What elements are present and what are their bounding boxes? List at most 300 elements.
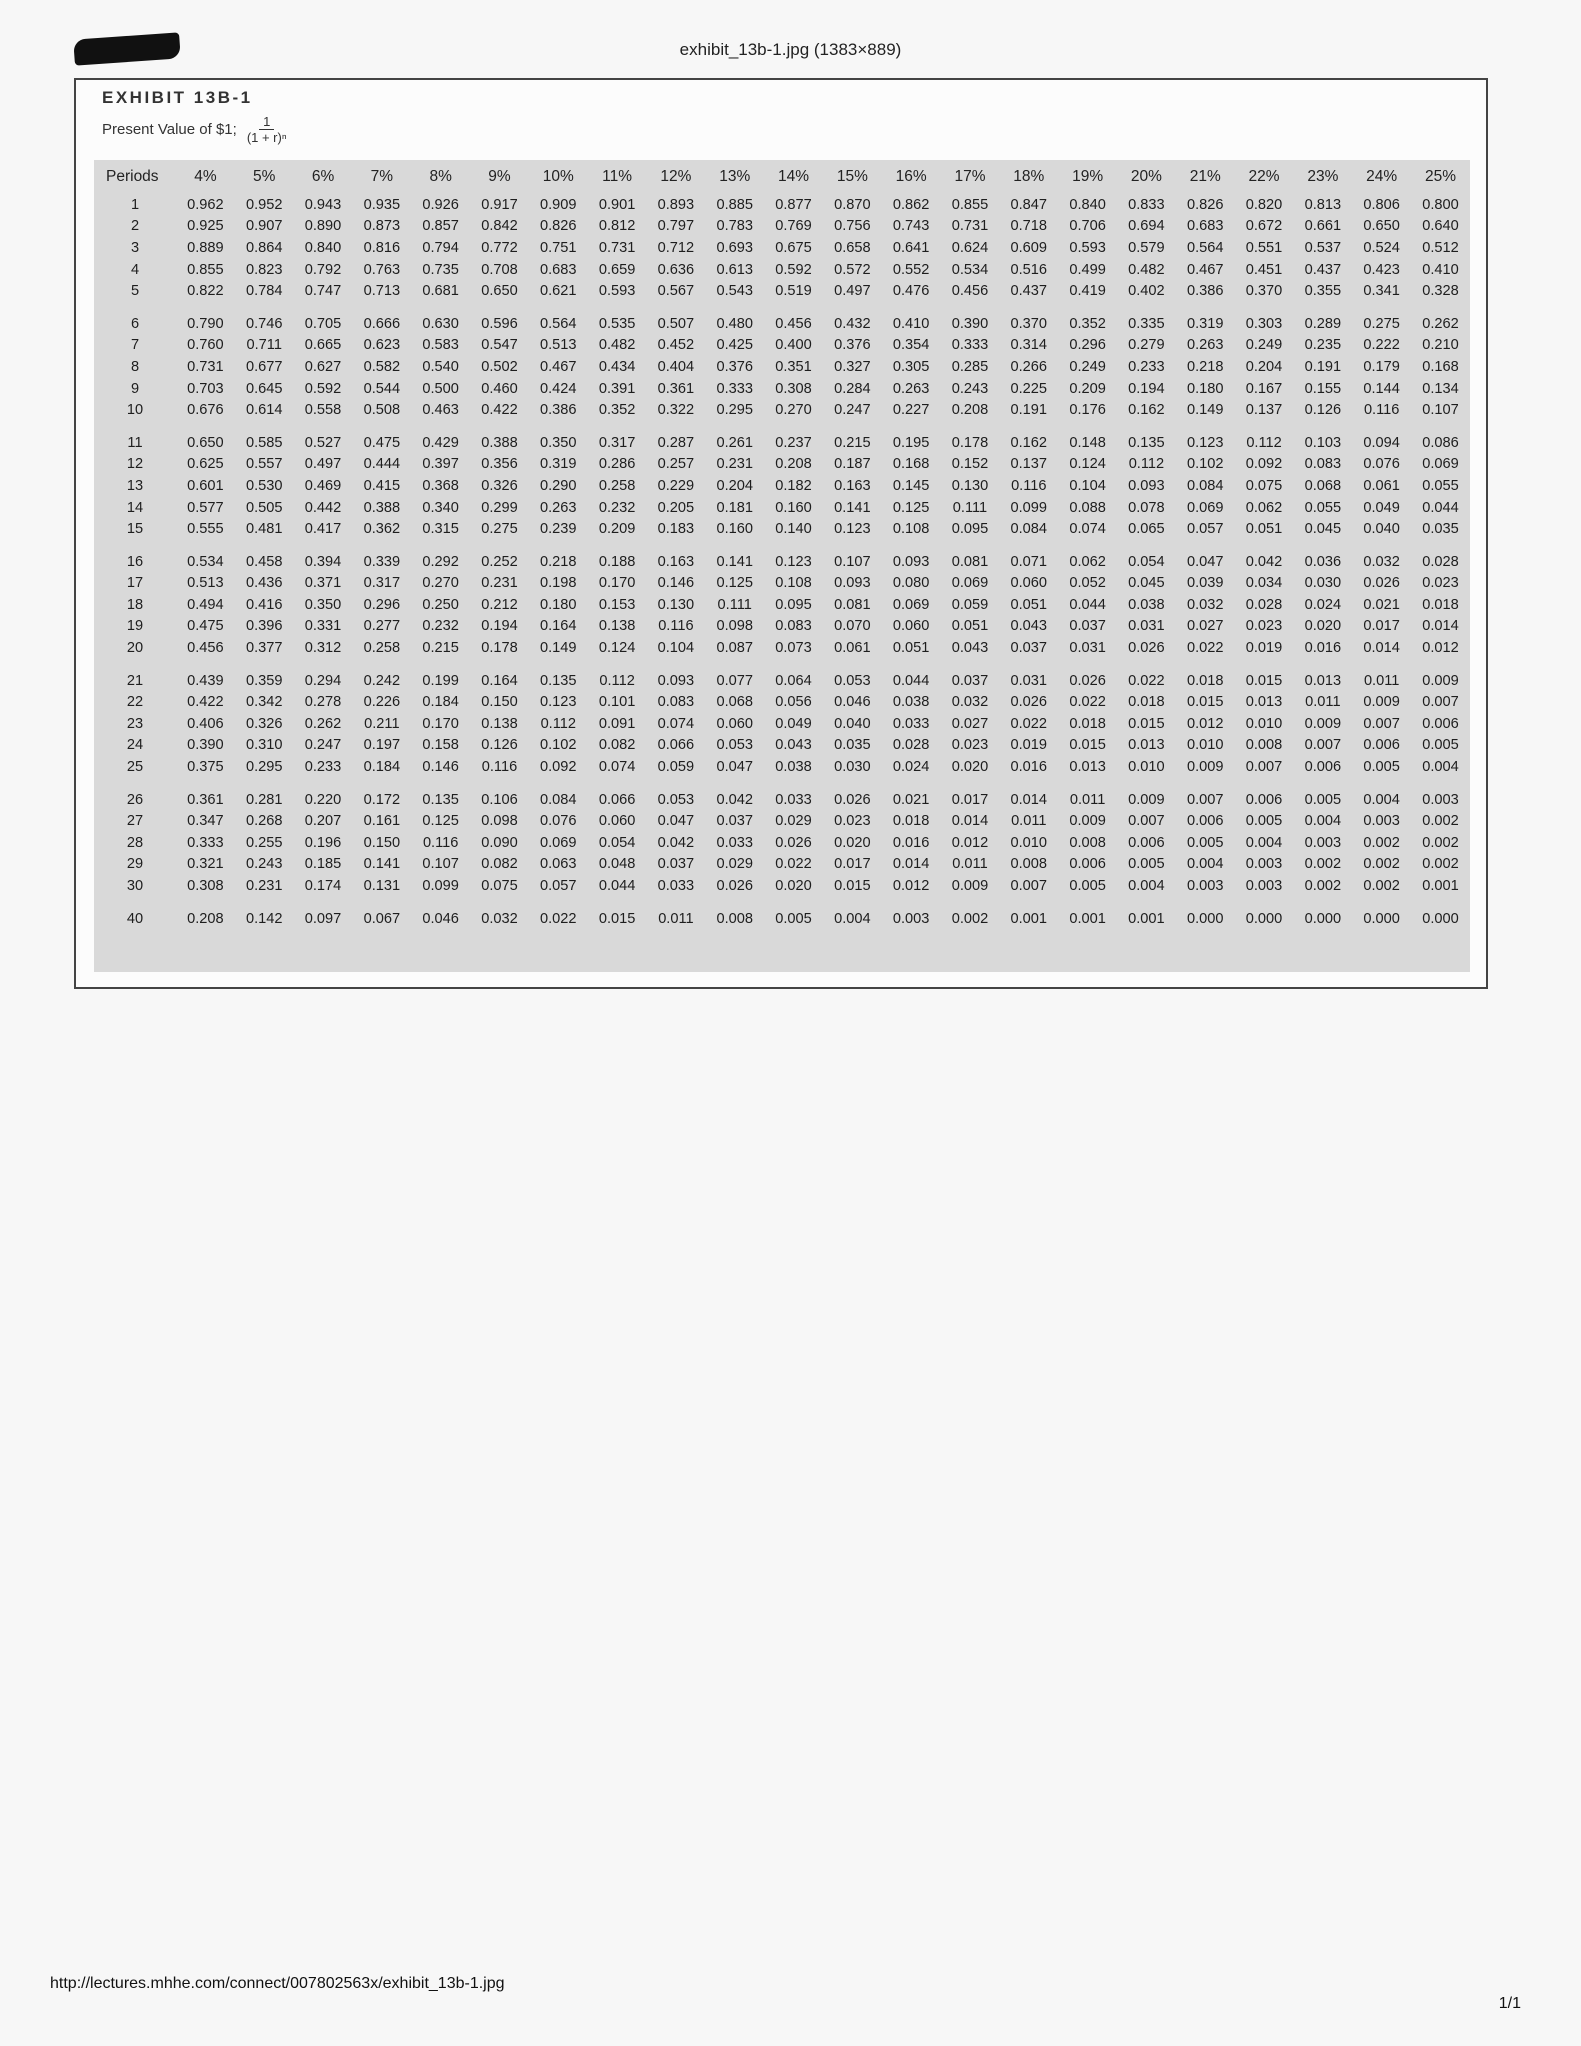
- pv-cell: 0.152: [951, 456, 989, 473]
- pv-cell: 0.390: [187, 737, 224, 754]
- pv-cell: 0.149: [540, 640, 577, 657]
- pv-cell: 0.423: [1363, 261, 1400, 278]
- pv-cell: 0.456: [187, 640, 224, 657]
- pv-cell: 0.148: [1069, 434, 1106, 451]
- pv-cell: 0.087: [716, 640, 753, 657]
- pv-cell: 0.020: [775, 878, 812, 895]
- pv-cell: 0.439: [187, 672, 224, 689]
- pv-cell: 0.102: [1186, 456, 1224, 473]
- pv-cell: 0.084: [1010, 521, 1048, 538]
- pv-cell: 0.009: [951, 878, 989, 895]
- table-row: [94, 280, 1470, 302]
- period-cell: 30: [126, 878, 144, 895]
- pv-cell: 0.512: [1422, 239, 1459, 256]
- pv-cell: 0.053: [716, 737, 753, 754]
- pv-cell: 0.008: [1245, 737, 1283, 754]
- pv-cell: 0.191: [1304, 358, 1342, 375]
- pv-cell: 0.140: [775, 521, 812, 538]
- pv-cell: 0.082: [481, 856, 518, 873]
- pv-cell: 0.376: [834, 337, 871, 354]
- pv-cell: 0.270: [775, 402, 812, 419]
- pv-cell: 0.196: [304, 834, 342, 851]
- pv-cell: 0.026: [834, 791, 871, 808]
- pv-cell: 0.577: [187, 499, 224, 516]
- pv-cell: 0.592: [775, 261, 812, 278]
- pv-cell: 0.043: [775, 737, 812, 754]
- pv-cell: 0.029: [775, 813, 812, 830]
- pv-cell: 0.543: [716, 283, 753, 300]
- pv-cell: 0.467: [1186, 261, 1224, 278]
- pv-cell: 0.885: [716, 196, 753, 213]
- pv-cell: 0.003: [1245, 878, 1283, 895]
- pv-cell: 0.065: [1128, 521, 1165, 538]
- pv-cell: 0.004: [1363, 791, 1400, 808]
- pv-cell: 0.475: [363, 434, 401, 451]
- pv-cell: 0.149: [1186, 402, 1224, 419]
- pv-cell: 0.053: [657, 791, 695, 808]
- pv-cell: 0.645: [245, 380, 283, 397]
- pv-cell: 0.315: [422, 521, 459, 538]
- pv-cell: 0.370: [1010, 315, 1048, 332]
- period-cell: 9: [130, 380, 140, 397]
- pv-cell: 0.000: [1422, 910, 1459, 927]
- pv-cell: 0.424: [540, 380, 577, 397]
- pv-cell: 0.703: [187, 380, 224, 397]
- pv-cell: 0.249: [1069, 358, 1106, 375]
- pv-cell: 0.270: [422, 575, 459, 592]
- pv-cell: 0.519: [775, 283, 812, 300]
- pv-cell: 0.162: [1128, 402, 1165, 419]
- rate-header: 4%: [194, 168, 217, 185]
- pv-cell: 0.051: [951, 618, 989, 635]
- pv-cell: 0.178: [951, 434, 989, 451]
- pv-cell: 0.048: [598, 856, 636, 873]
- pv-cell: 0.242: [363, 672, 401, 689]
- pv-cell: 0.137: [1245, 402, 1283, 419]
- pv-cell: 0.191: [1010, 402, 1048, 419]
- pv-cell: 0.247: [834, 402, 871, 419]
- pv-cell: 0.075: [1245, 477, 1283, 494]
- pv-cell: 0.047: [657, 813, 695, 830]
- pv-cell: 0.340: [422, 499, 459, 516]
- pv-cell: 0.683: [1186, 218, 1224, 235]
- pv-cell: 0.281: [245, 791, 283, 808]
- pv-cell: 0.292: [422, 553, 459, 570]
- pv-cell: 0.060: [1010, 575, 1048, 592]
- pv-cell: 0.388: [363, 499, 401, 516]
- pv-cell: 0.051: [1245, 521, 1283, 538]
- pv-cell: 0.082: [598, 737, 636, 754]
- table-row: [94, 259, 1470, 281]
- pv-cell: 0.792: [304, 261, 342, 278]
- pv-cell: 0.400: [775, 337, 812, 354]
- period-cell: 8: [130, 358, 140, 375]
- periods-header: Periods: [106, 168, 159, 185]
- pv-cell: 0.007: [1422, 694, 1459, 711]
- pv-cell: 0.258: [363, 640, 401, 657]
- pv-cell: 0.261: [716, 434, 753, 451]
- pv-cell: 0.333: [716, 380, 753, 397]
- period-cell: 5: [130, 283, 140, 300]
- pv-cell: 0.095: [951, 521, 989, 538]
- pv-cell: 0.708: [481, 261, 518, 278]
- pv-cell: 0.756: [834, 218, 871, 235]
- pv-cell: 0.326: [481, 477, 518, 494]
- pv-cell: 0.093: [892, 553, 930, 570]
- pv-cell: 0.676: [187, 402, 224, 419]
- rate-header: 13%: [719, 168, 751, 185]
- period-cell: 25: [126, 759, 144, 776]
- pv-cell: 0.000: [1245, 910, 1283, 927]
- pv-cell: 0.086: [1422, 434, 1459, 451]
- pv-cell: 0.033: [775, 791, 812, 808]
- pv-cell: 0.195: [892, 434, 930, 451]
- period-cell: 17: [126, 575, 144, 592]
- pv-cell: 0.084: [1186, 477, 1224, 494]
- pv-cell: 0.162: [1010, 434, 1048, 451]
- pv-cell: 0.009: [1186, 759, 1224, 776]
- pv-cell: 0.083: [1304, 456, 1342, 473]
- pv-cell: 0.693: [716, 239, 753, 256]
- pv-cell: 0.233: [1128, 358, 1165, 375]
- pv-cell: 0.258: [598, 477, 636, 494]
- pv-cell: 0.006: [1245, 791, 1283, 808]
- pv-cell: 0.233: [304, 759, 342, 776]
- pv-cell: 0.163: [657, 553, 695, 570]
- pv-cell: 0.011: [658, 910, 694, 927]
- pv-cell: 0.641: [892, 239, 930, 256]
- pv-cell: 0.350: [540, 434, 577, 451]
- pv-cell: 0.019: [1010, 737, 1048, 754]
- pv-cell: 0.083: [657, 694, 695, 711]
- pv-cell: 0.017: [834, 856, 871, 873]
- table-row: [94, 735, 1470, 757]
- pv-cell: 0.218: [540, 553, 577, 570]
- pv-cell: 0.232: [598, 499, 636, 516]
- pv-cell: 0.790: [187, 315, 224, 332]
- pv-cell: 0.239: [540, 521, 577, 538]
- pv-cell: 0.009: [1128, 791, 1165, 808]
- rate-header: 11%: [602, 168, 633, 185]
- pv-cell: 0.359: [245, 672, 283, 689]
- pv-cell: 0.354: [892, 337, 930, 354]
- pv-cell: 0.347: [187, 813, 224, 830]
- table-row: [94, 378, 1470, 400]
- table-row: [94, 194, 1470, 216]
- pv-cell: 0.890: [304, 218, 342, 235]
- pv-cell: 0.091: [598, 715, 636, 732]
- pv-cell: 0.012: [1422, 640, 1459, 657]
- pv-cell: 0.342: [245, 694, 283, 711]
- pv-cell: 0.275: [481, 521, 518, 538]
- pv-cell: 0.123: [1186, 434, 1224, 451]
- pv-cell: 0.806: [1363, 196, 1400, 213]
- pv-cell: 0.278: [304, 694, 342, 711]
- pv-cell: 0.090: [481, 834, 518, 851]
- pv-cell: 0.094: [1363, 434, 1400, 451]
- pv-cell: 0.410: [892, 315, 930, 332]
- pv-cell: 0.370: [1245, 283, 1283, 300]
- pv-cell: 0.015: [1245, 672, 1283, 689]
- pv-cell: 0.078: [1128, 499, 1165, 516]
- pv-cell: 0.093: [1128, 477, 1165, 494]
- pv-cell: 0.013: [1245, 694, 1283, 711]
- pv-cell: 0.312: [304, 640, 342, 657]
- pv-cell: 0.502: [481, 358, 518, 375]
- pv-cell: 0.032: [1363, 553, 1400, 570]
- pv-cell: 0.263: [1186, 337, 1224, 354]
- pv-cell: 0.014: [951, 813, 989, 830]
- pv-cell: 0.014: [1422, 618, 1459, 635]
- pv-cell: 0.000: [1363, 910, 1400, 927]
- pv-cell: 0.444: [363, 456, 401, 473]
- pv-cell: 0.023: [1245, 618, 1283, 635]
- pv-cell: 0.952: [245, 196, 283, 213]
- period-cell: 40: [126, 910, 144, 927]
- pv-cell: 0.907: [245, 218, 283, 235]
- pv-cell: 0.023: [1422, 575, 1459, 592]
- pv-cell: 0.397: [422, 456, 459, 473]
- pv-cell: 0.002: [1304, 878, 1342, 895]
- pv-cell: 0.013: [1069, 759, 1106, 776]
- period-cell: 21: [126, 672, 144, 689]
- pv-cell: 0.437: [1304, 261, 1342, 278]
- pv-cell: 0.194: [481, 618, 518, 635]
- pv-cell: 0.784: [245, 283, 283, 300]
- period-cell: 12: [126, 456, 144, 473]
- pv-cell: 0.123: [775, 553, 812, 570]
- pv-cell: 0.111: [952, 499, 988, 516]
- pv-cell: 0.172: [363, 791, 401, 808]
- pv-cell: 0.056: [775, 694, 812, 711]
- pv-cell: 0.022: [1128, 672, 1165, 689]
- table-row: [94, 573, 1470, 595]
- period-cell: 18: [126, 596, 144, 613]
- rate-header: 17%: [954, 168, 986, 185]
- pv-cell: 0.355: [1304, 283, 1342, 300]
- period-cell: 3: [130, 239, 140, 256]
- pv-cell: 0.126: [1304, 402, 1342, 419]
- pv-cell: 0.031: [1069, 640, 1106, 657]
- pv-cell: 0.008: [716, 910, 753, 927]
- pv-cell: 0.537: [1304, 239, 1342, 256]
- pv-cell: 0.262: [1422, 315, 1459, 332]
- spacer-cell: [94, 302, 1470, 313]
- pv-cell: 0.731: [951, 218, 989, 235]
- pv-cell: 0.005: [1245, 813, 1283, 830]
- pv-cell: 0.099: [422, 878, 459, 895]
- pv-cell: 0.943: [304, 196, 342, 213]
- pv-cell: 0.037: [716, 813, 753, 830]
- pv-cell: 0.112: [599, 672, 635, 689]
- table-row: [94, 551, 1470, 573]
- pv-cell: 0.022: [775, 856, 812, 873]
- group-spacer: [94, 540, 1470, 551]
- pv-cell: 0.877: [775, 196, 812, 213]
- pv-cell: 0.002: [1422, 813, 1459, 830]
- pv-cell: 0.032: [951, 694, 989, 711]
- pv-cell: 0.008: [1069, 834, 1106, 851]
- pv-cell: 0.076: [540, 813, 577, 830]
- pv-cell: 0.377: [245, 640, 283, 657]
- table-row: [94, 216, 1470, 238]
- pv-cell: 0.322: [657, 402, 695, 419]
- pv-cell: 0.601: [187, 477, 224, 494]
- pv-cell: 0.076: [1363, 456, 1400, 473]
- pv-cell: 0.396: [245, 618, 283, 635]
- pv-cell: 0.069: [1422, 456, 1459, 473]
- pv-cell: 0.010: [1010, 834, 1048, 851]
- pv-cell: 0.135: [422, 791, 459, 808]
- pv-cell: 0.833: [1128, 196, 1165, 213]
- pv-cell: 0.024: [1304, 596, 1342, 613]
- period-cell: 11: [127, 434, 143, 451]
- pv-cell: 0.231: [481, 575, 518, 592]
- pv-cell: 0.017: [951, 791, 989, 808]
- pv-cell: 0.870: [834, 196, 871, 213]
- pv-cell: 0.494: [187, 596, 224, 613]
- pv-cell: 0.263: [892, 380, 930, 397]
- period-cell: 6: [130, 315, 140, 332]
- pv-cell: 0.018: [1422, 596, 1459, 613]
- rate-header: 9%: [488, 168, 511, 185]
- pv-cell: 0.138: [481, 715, 518, 732]
- pv-cell: 0.218: [1186, 358, 1224, 375]
- pv-cell: 0.007: [1363, 715, 1400, 732]
- pv-cell: 0.014: [892, 856, 930, 873]
- pv-cell: 0.422: [187, 694, 224, 711]
- pv-cell: 0.123: [540, 694, 577, 711]
- pv-cell: 0.015: [598, 910, 636, 927]
- group-spacer: [94, 659, 1470, 670]
- pv-cell: 0.437: [1010, 283, 1048, 300]
- pv-cell: 0.339: [363, 553, 401, 570]
- table-row: [94, 497, 1470, 519]
- pv-cell: 0.294: [304, 672, 342, 689]
- pv-cell: 0.060: [716, 715, 753, 732]
- pv-cell: 0.212: [481, 596, 518, 613]
- pv-cell: 0.262: [304, 715, 342, 732]
- pv-cell: 0.335: [1128, 315, 1165, 332]
- pv-cell: 0.126: [481, 737, 518, 754]
- pv-cell: 0.432: [834, 315, 871, 332]
- pv-cell: 0.107: [422, 856, 459, 873]
- table-header-row: [94, 160, 1470, 194]
- pv-cell: 0.295: [245, 759, 283, 776]
- group-spacer: [94, 302, 1470, 313]
- pv-cell: 0.772: [481, 239, 518, 256]
- pv-cell: 0.134: [1422, 380, 1459, 397]
- pv-cell: 0.552: [892, 261, 930, 278]
- pv-cell: 0.500: [422, 380, 459, 397]
- pv-cell: 0.303: [1245, 315, 1283, 332]
- pv-cell: 0.026: [1069, 672, 1106, 689]
- page-number: 1/1: [1498, 1995, 1521, 2012]
- pv-cell: 0.018: [1186, 672, 1224, 689]
- pv-cell: 0.011: [1305, 694, 1341, 711]
- pv-cell: 0.257: [657, 456, 695, 473]
- pv-cell: 0.036: [1304, 553, 1342, 570]
- pv-cell: 0.005: [775, 910, 812, 927]
- pv-cell: 0.182: [775, 477, 812, 494]
- pv-cell: 0.002: [1363, 856, 1400, 873]
- pv-cell: 0.011: [1363, 672, 1400, 689]
- pv-cell: 0.197: [363, 737, 401, 754]
- pv-cell: 0.319: [1186, 315, 1224, 332]
- pv-cell: 0.042: [657, 834, 695, 851]
- pv-cell: 0.527: [304, 434, 342, 451]
- pv-cell: 0.043: [1010, 618, 1048, 635]
- pv-cell: 0.004: [1128, 878, 1165, 895]
- table-row: [94, 616, 1470, 638]
- period-cell: 19: [126, 618, 144, 635]
- pv-cell: 0.889: [187, 239, 224, 256]
- pv-cell: 0.247: [304, 737, 342, 754]
- pv-cell: 0.038: [892, 694, 930, 711]
- pv-cell: 0.000: [1186, 910, 1224, 927]
- pv-cell: 0.116: [481, 759, 518, 776]
- pv-cell: 0.042: [716, 791, 753, 808]
- pv-cell: 0.027: [1186, 618, 1224, 635]
- pv-cell: 0.295: [716, 402, 753, 419]
- rate-header: 16%: [895, 168, 927, 185]
- pv-cell: 0.507: [657, 315, 695, 332]
- pv-cell: 0.042: [1245, 553, 1283, 570]
- pv-cell: 0.184: [363, 759, 401, 776]
- pv-cell: 0.475: [187, 618, 224, 635]
- table-row: [94, 713, 1470, 735]
- pv-cell: 0.683: [540, 261, 577, 278]
- pv-cell: 0.235: [1304, 337, 1342, 354]
- pv-cell: 0.170: [422, 715, 459, 732]
- pv-cell: 0.351: [775, 358, 812, 375]
- pv-cell: 0.005: [1363, 759, 1400, 776]
- pv-cell: 0.231: [245, 878, 283, 895]
- rate-header: 22%: [1248, 168, 1280, 185]
- pv-cell: 0.040: [1363, 521, 1400, 538]
- period-cell: 4: [130, 261, 140, 278]
- pv-cell: 0.161: [363, 813, 401, 830]
- pv-cell: 0.469: [304, 477, 342, 494]
- rate-header: 20%: [1130, 168, 1162, 185]
- pv-cell: 0.019: [1245, 640, 1283, 657]
- pv-cell: 0.123: [834, 521, 871, 538]
- pv-cell: 0.215: [834, 434, 871, 451]
- pv-cell: 0.386: [540, 402, 577, 419]
- pv-cell: 0.178: [481, 640, 518, 657]
- pv-cell: 0.540: [422, 358, 459, 375]
- pv-cell: 0.394: [304, 553, 342, 570]
- pv-cell: 0.125: [422, 813, 459, 830]
- rate-header: 10%: [542, 168, 574, 185]
- pv-cell: 0.018: [1128, 694, 1165, 711]
- pv-cell: 0.004: [1422, 759, 1459, 776]
- pv-cell: 0.066: [598, 791, 636, 808]
- pv-cell: 0.103: [1304, 434, 1342, 451]
- pv-cell: 0.456: [951, 283, 989, 300]
- present-value-table: [94, 160, 1470, 929]
- pv-cell: 0.101: [598, 694, 636, 711]
- pv-cell: 0.092: [1245, 456, 1283, 473]
- pv-cell: 0.060: [598, 813, 636, 830]
- pv-cell: 0.007: [1010, 878, 1048, 895]
- pv-cell: 0.328: [1422, 283, 1459, 300]
- pv-cell: 0.021: [1363, 596, 1400, 613]
- pv-cell: 0.033: [657, 878, 695, 895]
- pv-cell: 0.249: [1245, 337, 1283, 354]
- pv-cell: 0.008: [1010, 856, 1048, 873]
- pv-cell: 0.713: [363, 283, 401, 300]
